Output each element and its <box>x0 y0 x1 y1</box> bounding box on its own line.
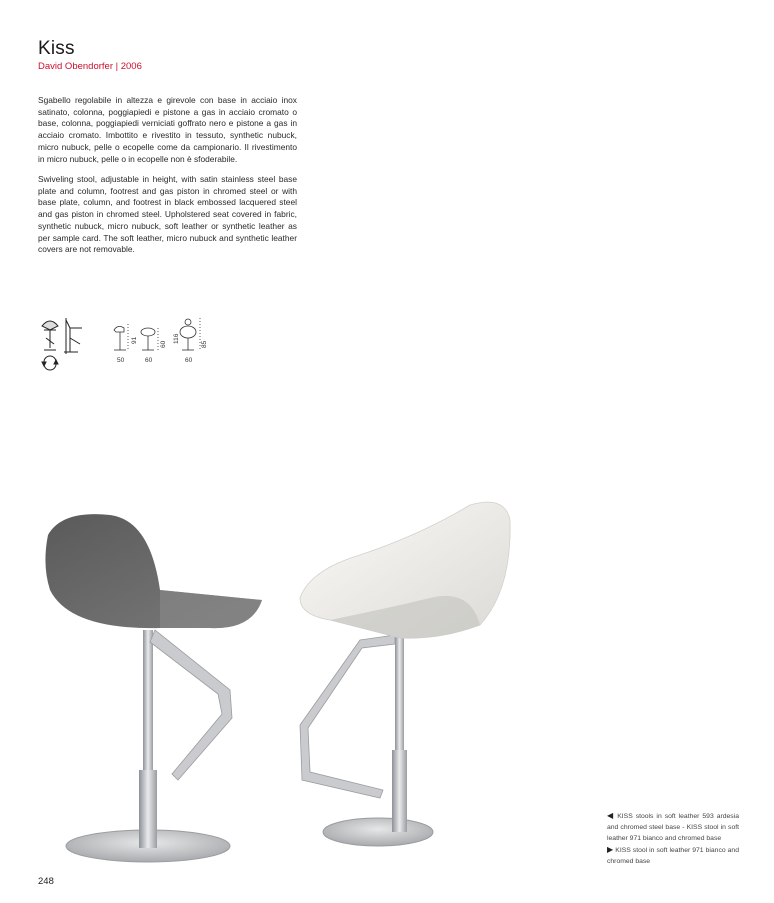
designer-year: David Obendorfer | 2006 <box>38 61 142 72</box>
description-italian: Sgabello regolabile in altezza e girevole con base in acciaio inox satinato, colonna, poggiapiedi e pistone a gas in acciaio cromato o base, colonna, poggiapiedi verniciati goffrato nero e pistone a gas in acciaio cromato. Imbottito e rivestito in tessuto, synthetic nubuck, micro nubuck, pelle o ecopelle come da campionario. Il rivestimento in micro nubuck, pelle o in ecopelle non è sfoderabile. <box>38 95 297 164</box>
dim-width-top: 60 <box>185 357 193 364</box>
caption-line-1: KISS stools in soft leather 593 ardesia and chromed steel base - KISS stool in soft leather 971 bianco and chromed base <box>607 813 739 842</box>
arrow-right-icon: ▶ <box>607 845 614 854</box>
description-english: Swiveling stool, adjustable in height, with satin stainless steel base plate and column, footrest and gas piston in chromed steel or with base plate, column, and footrest in black embossed lacquered steel and gas piston in chromed steel. Upholstered seat covered in fabric, synthetic nubuck, micro nubuck, soft leather or synthetic leather as per sample card. The soft leather, micro nubuck and synthetic leather covers are not removable. <box>38 174 297 255</box>
arrow-left-icon: ◀ <box>607 811 615 820</box>
technical-icons <box>38 314 218 374</box>
rotate-arrows-icon <box>42 356 58 370</box>
dimension-drawing-top <box>180 318 200 350</box>
page-number: 248 <box>38 876 54 887</box>
dim-height-side: 91 <box>131 336 138 344</box>
product-photo <box>0 480 600 880</box>
product-title: Kiss <box>38 38 75 59</box>
swivel-stool-icon <box>42 321 58 350</box>
photo-caption <box>607 810 739 867</box>
caption-line-2: KISS stool in soft leather 971 bianco and chromed base <box>607 847 739 865</box>
grey-stool <box>45 514 262 862</box>
dim-height-seat: 85 <box>201 340 208 348</box>
dim-height-front: 60 <box>160 340 167 348</box>
dimension-drawing-side <box>114 324 128 350</box>
dim-width-side: 50 <box>117 357 125 364</box>
dim-height-total: 116 <box>173 333 180 344</box>
dimension-drawing-front <box>141 328 158 350</box>
white-stool <box>300 502 510 846</box>
dim-width-front: 60 <box>145 357 153 364</box>
footrest-stool-icon <box>64 318 82 354</box>
